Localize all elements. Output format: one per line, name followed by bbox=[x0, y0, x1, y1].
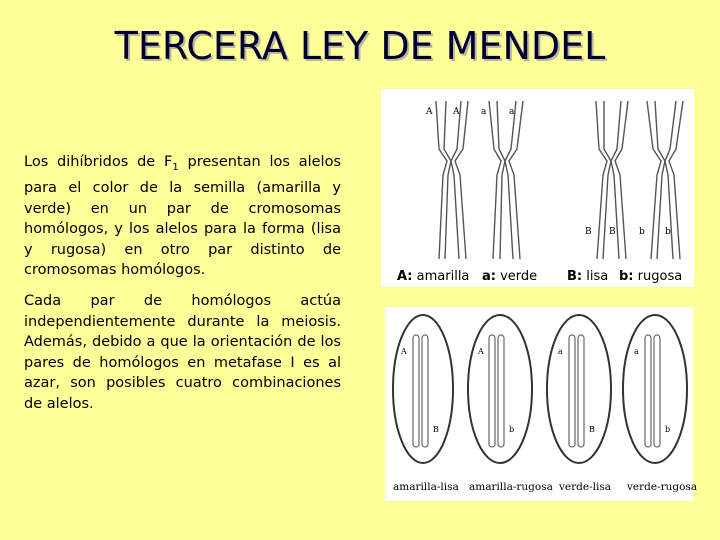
caption-verde-lisa: verde-lisa bbox=[559, 481, 612, 493]
paragraph-dihybrids: Los dihíbridos de $F_1$ presentan los alelos para el color de la semilla (amarilla y verde) en un par de cromosomas homólogos, y los alelos para la forma (lisa y rugosa) en otro par distinto de cromosomas homólogos. bbox=[24, 154, 341, 279]
combination-drawing bbox=[385, 307, 693, 501]
allele-label: b bbox=[639, 227, 645, 237]
allele-label: A bbox=[478, 347, 484, 356]
paragraph-independent-assortment: Cada par de homólogos actúa independientemente durante la meiosis. Además, debido a que la orientación de los pares de homólogos en metafase I es al azar, son posibles cuatro combinaciones de alelos. bbox=[24, 293, 341, 412]
slide-title: TERCERA LEY DE MENDEL bbox=[114, 24, 606, 68]
legend-amarilla: A: amarilla bbox=[397, 269, 470, 284]
allele-label: A bbox=[453, 107, 460, 117]
allele-label: B bbox=[609, 227, 616, 237]
allele-label: A bbox=[401, 347, 407, 356]
caption-verde-rugosa: verde-rugosa bbox=[627, 481, 698, 493]
legend-verde: a: verde bbox=[482, 269, 538, 284]
allele-label: b bbox=[665, 227, 671, 237]
allele-combinations-figure bbox=[385, 307, 698, 501]
allele-label: b bbox=[509, 425, 515, 434]
allele-label: a bbox=[481, 107, 487, 117]
allele-label: a bbox=[509, 107, 515, 117]
caption-amarilla-rugosa: amarilla-rugosa bbox=[469, 481, 553, 493]
allele-label: a bbox=[634, 347, 639, 356]
chromosome-drawing bbox=[381, 89, 694, 287]
allele-label: a bbox=[558, 347, 563, 356]
chromosome-pairs-figure bbox=[381, 89, 694, 287]
subscript-one: 1 bbox=[172, 161, 179, 173]
allele-label: B bbox=[433, 425, 439, 434]
allele-label: B bbox=[585, 227, 592, 237]
legend-rugosa: b: rugosa bbox=[619, 269, 683, 284]
caption-amarilla-lisa: amarilla-lisa bbox=[393, 481, 459, 493]
allele-label: A bbox=[426, 107, 433, 117]
allele-label: b bbox=[665, 425, 671, 434]
legend-lisa: B: lisa bbox=[567, 269, 609, 284]
allele-label: B bbox=[589, 425, 595, 434]
